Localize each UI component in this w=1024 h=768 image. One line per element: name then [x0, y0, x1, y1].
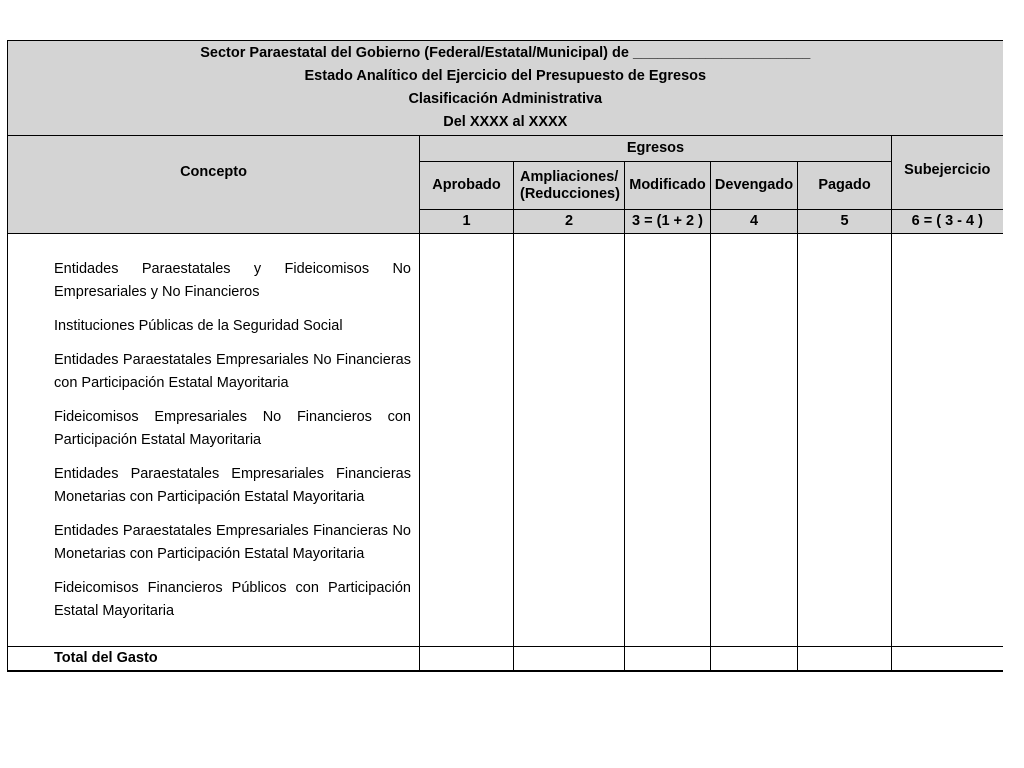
col-aprobado: Aprobado	[420, 162, 514, 210]
list-item: Fideicomisos Financieros Públicos con Participación Estatal Mayoritaria	[54, 580, 411, 619]
subejercicio-cell	[892, 234, 1003, 647]
formula-blank	[8, 210, 420, 234]
ampliaciones-cell	[514, 234, 625, 647]
col-subejercicio: Subejercicio	[892, 136, 1003, 210]
list-item: Instituciones Públicas de la Seguridad Social	[54, 318, 343, 334]
col-ampliaciones: Ampliaciones/ (Reducciones)	[514, 162, 625, 210]
devengado-cell	[711, 234, 798, 647]
total-ampliaciones	[514, 647, 625, 671]
pagado-cell	[798, 234, 892, 647]
list-item: Entidades Paraestatales y Fideicomisos No Empresariales y No Financieros	[54, 261, 411, 300]
total-modificado	[625, 647, 711, 671]
aprobado-cell	[420, 234, 514, 647]
budget-sheet	[7, 40, 1002, 672]
total-label: Total del Gasto	[8, 647, 420, 671]
title-line-2: Estado Analítico del Ejercicio del Presupuesto de Egresos	[304, 68, 707, 84]
list-item: Fideicomisos Empresariales No Financieros con Participación Estatal Mayoritaria	[54, 409, 411, 448]
title-line-1: Sector Paraestatal del Gobierno (Federal/Estatal/Municipal) de ______________________	[200, 45, 811, 61]
list-item: Entidades Paraestatales Empresariales Financieras No Monetarias con Participación Estatal Mayoritaria	[54, 523, 411, 562]
formula-5: 5	[798, 210, 892, 234]
report-title-block	[8, 41, 1003, 136]
concept-list	[8, 234, 420, 647]
col-egresos: Egresos	[420, 136, 892, 162]
formula-4: 4	[711, 210, 798, 234]
total-aprobado	[420, 647, 514, 671]
budget-table	[7, 40, 1003, 672]
formula-1: 1	[420, 210, 514, 234]
total-pagado	[798, 647, 892, 671]
col-devengado: Devengado	[711, 162, 798, 210]
formula-6: 6 = ( 3 - 4 )	[892, 210, 1003, 234]
list-item: Entidades Paraestatales Empresariales No Financieras con Participación Estatal Mayoritaria	[54, 352, 411, 391]
col-pagado: Pagado	[798, 162, 892, 210]
formula-3: 3 = (1 + 2 )	[625, 210, 711, 234]
title-line-4: Del XXXX al XXXX	[443, 114, 568, 130]
formula-2: 2	[514, 210, 625, 234]
title-line-3: Clasificación Administrativa	[408, 91, 603, 107]
total-devengado	[711, 647, 798, 671]
col-concepto: Concepto	[8, 136, 420, 210]
modificado-cell	[625, 234, 711, 647]
total-subejercicio	[892, 647, 1003, 671]
col-modificado: Modificado	[625, 162, 711, 210]
list-item: Entidades Paraestatales Empresariales Financieras Monetarias con Participación Estatal Mayoritaria	[54, 466, 411, 505]
